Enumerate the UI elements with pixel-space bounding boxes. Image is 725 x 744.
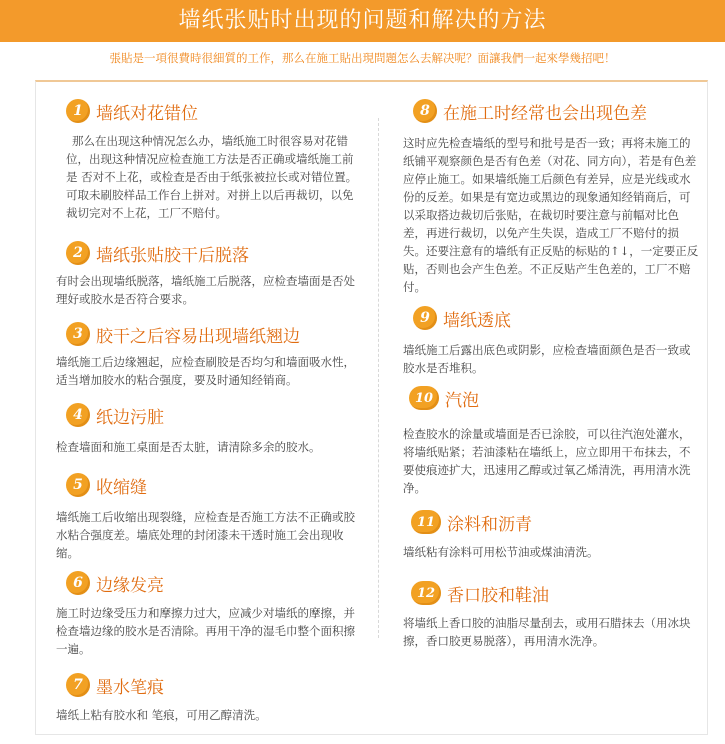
section-3 [56, 321, 356, 389]
section-body: 检查墙面和施工桌面是否太脏，请清除多余的胶水。 [56, 440, 321, 454]
section-body: 墙纸施工后收缩出现裂缝，应检查是否施工方法不正确或胶水粘合强度差。墙底处理的封闭漆未干透时施工会出现收缩。 [56, 510, 355, 560]
section-body: 墙纸上粘有胶水和 笔痕，可用乙醇清洗。 [56, 708, 267, 722]
number-badge: 2 [66, 241, 90, 265]
section-11 [403, 509, 699, 561]
section-title: 在施工时经常也会出现色差 [443, 103, 647, 124]
section-body: 墙纸施工后边缘翘起，应检查刷胶是否均匀和墙面吸水性，适当增加胶水的粘合强度，要及时通知经销商。 [56, 355, 355, 387]
section-title: 纸边污脏 [96, 407, 164, 428]
section-title: 墙纸透底 [443, 310, 511, 331]
number-badge: 6 [66, 571, 90, 595]
section-title: 涂料和沥青 [447, 514, 532, 535]
section-title: 墨水笔痕 [96, 677, 164, 698]
number-badge: 5 [66, 473, 90, 497]
section-title: 收缩缝 [96, 477, 147, 498]
number-badge: 12 [411, 581, 441, 605]
page-subtitle: 張貼是一項很費時很細質的工作，那么在施工貼出現問題怎么去解决呢？面讓我們一起來學幾招吧！ [109, 51, 616, 65]
number-badge: 4 [66, 403, 90, 427]
number-badge: 8 [413, 99, 437, 123]
number-badge: 9 [413, 306, 437, 330]
section-body: 将墙纸上香口胶的油脂尽量刮去，或用石腊抹去（用冰块擦，香口胶更易脱落），再用清水洗净。 [403, 616, 691, 648]
section-title: 香口胶和鞋油 [447, 585, 549, 606]
section-9 [403, 305, 699, 377]
number-badge: 7 [66, 673, 90, 697]
column-divider [378, 118, 379, 638]
section-body: 这时应先检查墙纸的型号和批号是否一致；再将未施工的纸铺平观察颜色是否有色差（对花、同方向），若是有色差应停止施工。如果墙纸施工后颜色有差异，应是光线或水份的反差。如果是有宽边或黑边的现象通知经销商后，可以采取搭边裁切后张贴，在裁切时要注意与前幅对比色差，再进行裁切，以免产生失误，造成工厂不赔付的损失。还要注意有的墙纸有正反贴的标贴的↑↓，一定要正反贴，否则也会产生色差。不正反贴产生色差的，工厂不赔付。 [403, 136, 699, 294]
number-badge: 3 [66, 322, 90, 346]
section-title: 汽泡 [445, 390, 479, 411]
section-8 [403, 98, 699, 296]
section-2 [56, 240, 356, 308]
section-title: 墙纸张贴胶干后脱落 [96, 245, 249, 266]
number-badge: 11 [411, 510, 441, 534]
section-10 [403, 385, 699, 497]
section-title: 墙纸对花错位 [96, 103, 198, 124]
section-body: 施工时边缘受压力和摩擦力过大，应减少对墙纸的摩擦，并检查墙边缘的胶水是否清除。再用干净的湿毛巾整个面积擦一遍。 [56, 606, 355, 656]
section-body: 那么在出现这种情况怎么办，墙纸施工时很容易对花错位，出现这种情况应检查施工方法是否正确或墙纸施工前是 否对不上花，或检查是否由于纸张被拉长或对错位置。可取未刷胶样品工作台上拼对。对拼上以后再裁切，以免裁切完对不上花，工厂不赔付。 [66, 134, 358, 220]
section-title: 边缘发亮 [96, 575, 164, 596]
header-banner [0, 0, 725, 42]
number-badge: 10 [409, 386, 439, 410]
section-6 [56, 570, 356, 658]
section-4 [56, 402, 356, 456]
section-7 [56, 672, 356, 724]
section-body: 墙纸粘有涂料可用松节油或煤油清洗。 [403, 545, 599, 559]
number-badge: 1 [66, 99, 90, 123]
page-title: 墙纸张贴时出现的问题和解决的方法 [178, 8, 547, 33]
section-title: 胶干之后容易出现墙纸翘边 [96, 326, 300, 347]
section-12 [403, 580, 699, 650]
section-body: 检查胶水的涂量或墙面是否已涂胶，可以往汽泡处灌水，将墙纸贴紧；若油漆粘在墙纸上，应立即用干布抹去，不要使痕迹扩大，迅速用乙醇或过氧乙烯清洗，再用清水洗净。 [403, 427, 691, 495]
section-body: 墙纸施工后露出底色或阴影，应检查墙面颜色是否一致或胶水是否堆积。 [403, 343, 691, 375]
section-1 [66, 98, 358, 222]
section-body: 有时会出现墙纸脱落，墙纸施工后脱落，应检查墙面是否处理好或胶水是否符合要求。 [56, 274, 355, 306]
section-5 [56, 472, 356, 562]
